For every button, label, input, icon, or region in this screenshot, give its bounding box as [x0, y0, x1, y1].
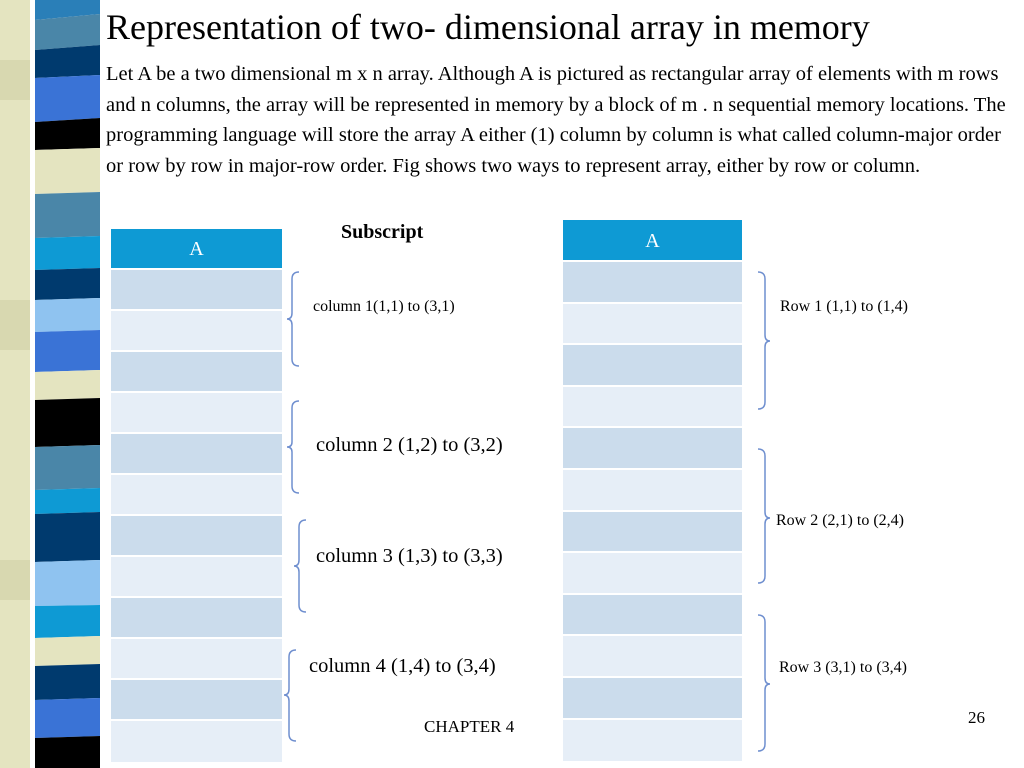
page-number: 26: [968, 708, 985, 727]
memory-cell: [563, 512, 742, 554]
row-major-table: [562, 219, 743, 762]
memory-cell: [563, 720, 742, 762]
row-2-label: Row 2 (2,1) to (2,4): [776, 512, 904, 529]
memory-cell: [111, 680, 282, 721]
row-1-label: Row 1 (1,1) to (1,4): [780, 298, 908, 315]
memory-cell: [111, 639, 282, 680]
subscript-label: Subscript: [341, 221, 424, 243]
memory-cell: [563, 387, 742, 429]
decorative-stripe: [0, 0, 100, 768]
row-1-bracket: [758, 272, 770, 409]
column-2-label: column 2 (1,2) to (3,2): [316, 434, 503, 456]
memory-cell: [111, 475, 282, 516]
row-3-label: Row 3 (3,1) to (3,4): [779, 659, 907, 676]
column-1-bracket: [287, 272, 299, 366]
row-3-bracket: [758, 615, 770, 751]
row-2-bracket: [758, 449, 770, 583]
memory-cell: [563, 470, 742, 512]
memory-cell: [111, 516, 282, 557]
memory-cell: [563, 553, 742, 595]
memory-cell: [111, 270, 282, 311]
column-3-label: column 3 (1,3) to (3,3): [316, 545, 503, 567]
memory-cell: [111, 393, 282, 434]
slide-body-text: Let A be a two dimensional m x n array. Although A is pictured as rectangular array of elements with m rows and n columns, the array will be represented in memory by a block of m . n sequential memory locations. The programming language will store the array A either (1) column by column is what called column-major order or row by row in major-row order. Fig shows two ways to represent array, either by row or column.: [106, 63, 1006, 177]
memory-cell: [563, 595, 742, 637]
memory-cell: [563, 304, 742, 346]
column-1-label: column 1(1,1) to (3,1): [313, 298, 455, 315]
column-4-bracket: [284, 650, 296, 741]
memory-cell: [111, 311, 282, 352]
column-major-table-header: A: [111, 229, 282, 270]
row-major-table-header: A: [563, 220, 742, 262]
memory-cell: [111, 598, 282, 639]
memory-cell: [111, 352, 282, 393]
chapter-footer: CHAPTER 4: [424, 717, 515, 736]
memory-cell: [563, 678, 742, 720]
column-3-bracket: [294, 520, 306, 612]
memory-cell: [111, 434, 282, 475]
column-4-label: column 4 (1,4) to (3,4): [309, 655, 496, 677]
slide-title: Representation of two- dimensional array in memory: [106, 7, 870, 47]
memory-cell: [563, 428, 742, 470]
memory-cell: [563, 262, 742, 304]
memory-cell: [563, 345, 742, 387]
column-major-table: [110, 228, 283, 763]
memory-cell: [111, 721, 282, 762]
memory-cell: [111, 557, 282, 598]
column-2-bracket: [287, 401, 299, 493]
memory-cell: [563, 636, 742, 678]
